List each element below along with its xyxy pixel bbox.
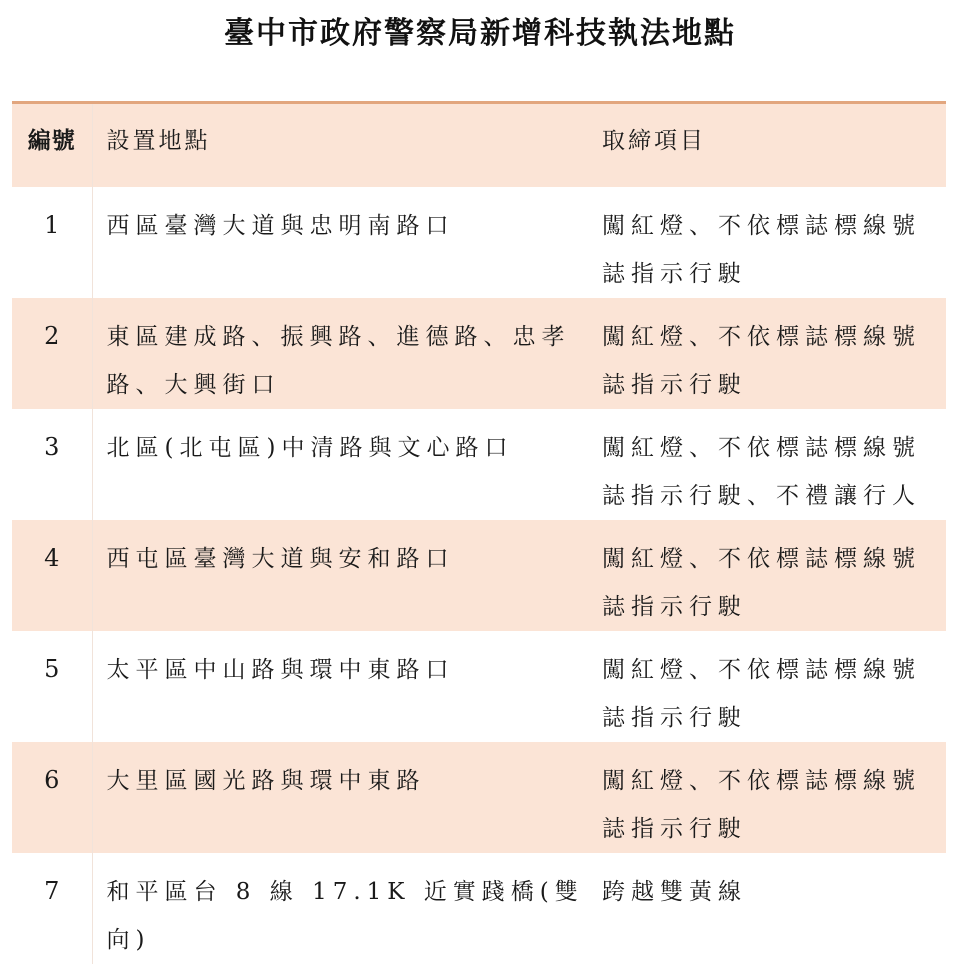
- row-location: [92, 187, 590, 298]
- page-title: 臺中市政府警察局新增科技執法地點: [224, 16, 736, 51]
- row-violation-text: 闖紅燈、不依標誌標線號誌指示行駛: [602, 767, 921, 842]
- header-violation-label: 取締項目: [602, 128, 706, 154]
- header-location-label: 設置地點: [106, 128, 211, 154]
- row-violation: [590, 298, 946, 409]
- row-location-text: 太平區中山路與環中東路口: [106, 656, 455, 683]
- row-violation: [590, 187, 946, 298]
- table-row: [12, 409, 946, 520]
- table-row: [12, 520, 946, 631]
- row-location-text: 西屯區臺灣大道與安和路口: [106, 545, 455, 572]
- header-location: [92, 103, 590, 187]
- row-location: [92, 742, 590, 853]
- row-violation-text: 跨越雙黃線: [602, 878, 747, 905]
- table-row: [12, 631, 946, 742]
- row-violation-text: 闖紅燈、不依標誌標線號誌指示行駛: [602, 323, 921, 398]
- row-violation-text: 闖紅燈、不依標誌標線號誌指示行駛: [602, 545, 921, 620]
- row-violation: [590, 742, 946, 853]
- row-location: [92, 409, 590, 520]
- row-violation-text: 闖紅燈、不依標誌標線號誌指示行駛、不禮讓行人: [602, 434, 921, 509]
- row-violation: [590, 520, 946, 631]
- row-location-text: 和平區台 8 線 17.1K 近實踐橋(雙向): [106, 878, 584, 953]
- enforcement-locations-table: [12, 101, 946, 964]
- row-location: [92, 298, 590, 409]
- row-location-text: 西區臺灣大道與忠明南路口: [106, 212, 455, 239]
- row-violation-text: 闖紅燈、不依標誌標線號誌指示行駛: [602, 656, 921, 731]
- table-row: [12, 853, 946, 964]
- row-number: 7: [12, 853, 92, 964]
- table-row: [12, 187, 946, 298]
- row-location-text: 北區(北屯區)中清路與文心路口: [106, 434, 514, 461]
- table-row: [12, 298, 946, 409]
- row-location-text: 大里區國光路與環中東路: [106, 767, 426, 794]
- header-violation: [590, 103, 946, 187]
- row-violation: [590, 409, 946, 520]
- row-location: [92, 520, 590, 631]
- row-number: 6: [12, 742, 92, 853]
- row-violation-text: 闖紅燈、不依標誌標線號誌指示行駛: [602, 212, 921, 287]
- header-number: 編號: [12, 103, 92, 187]
- row-number: 2: [12, 298, 92, 409]
- row-number: 1: [12, 187, 92, 298]
- row-violation: [590, 631, 946, 742]
- row-violation: [590, 853, 946, 964]
- row-number: 4: [12, 520, 92, 631]
- row-location: [92, 631, 590, 742]
- row-number: 3: [12, 409, 92, 520]
- row-number: 5: [12, 631, 92, 742]
- row-location-text: 東區建成路、振興路、進德路、忠孝路、大興街口: [106, 323, 571, 398]
- table-header-row: [12, 103, 946, 187]
- row-location: [92, 853, 590, 964]
- table-row: [12, 742, 946, 853]
